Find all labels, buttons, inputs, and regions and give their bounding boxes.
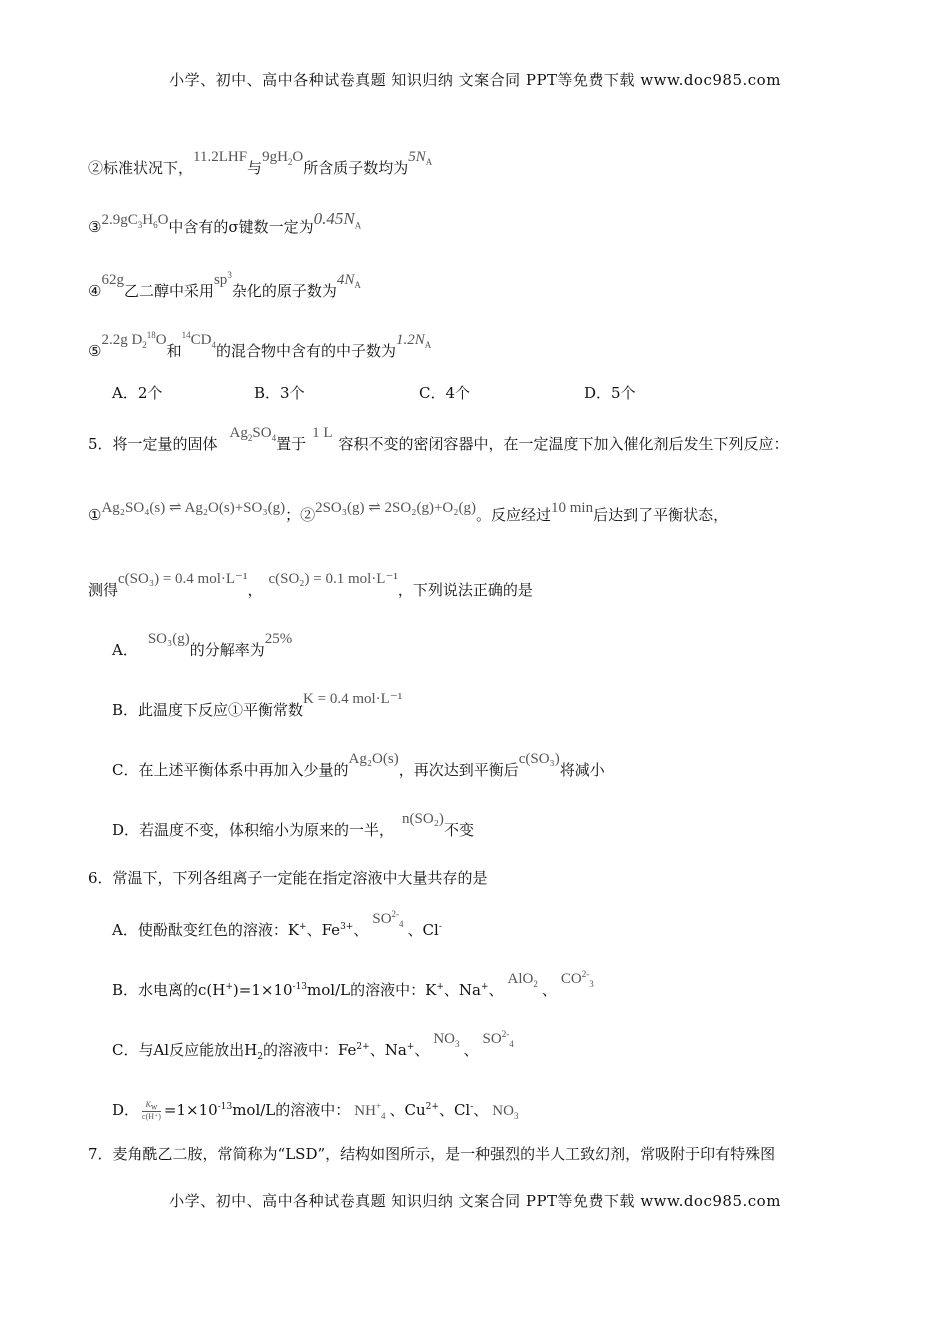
q6-option-b: B．水电离的$c(H^+)=1\times 10^{-13}mol/L$的溶液中：K+、Na+、AlO$_2$ 、$CO^{2-}_3$ <box>112 969 594 999</box>
q4-statement-2: ②标准状况下，11.2LHF与$9gH_2O$所含质子数均为$5N_A$ <box>88 149 433 177</box>
q4-option-d: D．5个 <box>584 384 636 402</box>
q6-option-a: A．使酚酞变红色的溶液：K+、$Fe^{3+}$、$SO^{2-}_4$ 、Cl- <box>112 909 442 939</box>
q5-option-b: B．此温度下反应①平衡常数K = 0.4 mol·L⁻¹ <box>112 691 403 719</box>
q5-stem-line-3: 测得c(SO₃) = 0.4 mol·L⁻¹，c(SO₂) = 0.1 mol·L⁻¹，下列说法正确的是 <box>88 571 533 599</box>
q6-option-c: C．与Al反应能放出$H_2$的溶液中：$Fe^{2+}$、Na+、$NO_3$ 、$SO^{2-}_4$ <box>112 1029 514 1062</box>
q5-option-c: C．在上述平衡体系中再加入少量的Ag₂O(s)，再次达到平衡后c(SO₃)将减小 <box>112 751 605 779</box>
q4-statement-5: ⑤2.2g $D_2^{18}O$和$^{14}CD_4$的混合物中含有的中子数为$1.2N_A$ <box>88 330 432 360</box>
q5-stem-line-1: 5．将一定量的固体$Ag_2SO_4$置于1 L容积不变的密闭容器中，在一定温度下加入催化剂后发生下列反应： <box>88 425 789 453</box>
q4-statement-4: ④62g乙二醇中采用$sp^3$杂化的原子数为$4N_A$ <box>88 270 361 300</box>
q4-option-a: A．2个 <box>112 384 163 402</box>
q5-reactions-line: ①Ag₂SO₄(s) ⇌ Ag₂O(s)+SO₃(g)；②2SO₃(g) ⇌ 2SO₂(g)+O₂(g)。反应经过10 min后达到了平衡状态， <box>88 500 729 524</box>
q7-stem: 7．麦角酰乙二胺，常简称为“LSD”，结构如图所示，是一种强烈的半人工致幻剂，常吸附于印有特殊图 <box>88 1145 776 1163</box>
kw-fraction: $\frac{K_w}{c(H^+)}$ <box>142 1099 161 1122</box>
page-footer: 小学、初中、高中各种试卷真题 知识归纳 文案合同 PPT等免费下载 www.doc985.com <box>169 1192 781 1210</box>
q4-statement-3: $③2.9gC_3H_6O$中含有的σ键数一定为$0.45N_A$ <box>88 209 362 236</box>
q4-option-b: B．3个 <box>254 384 305 402</box>
reaction-1: Ag₂SO₄(s) ⇌ Ag₂O(s)+SO₃(g) <box>101 500 286 516</box>
reaction-2: 2SO₃(g) ⇌ 2SO₂(g)+O₂(g) <box>315 500 476 516</box>
q6-stem: 6．常温下，下列各组离子一定能在指定溶液中大量共存的是 <box>88 869 488 887</box>
page-header: 小学、初中、高中各种试卷真题 知识归纳 文案合同 PPT等免费下载 www.doc985.com <box>169 71 781 89</box>
q5-option-a: A．SO₃(g)的分解率为25% <box>112 631 293 659</box>
q4-option-c: C．4个 <box>419 384 471 402</box>
q5-option-d: D．若温度不变，体积缩小为原来的一半，n(SO₂)不变 <box>112 811 474 839</box>
q6-option-d: D． $\frac{K_w}{c(H^+)}$ $=1\times 10^{-13}mol/L$的溶液中： $NH^+_4$ 、$Cu^{2+}$、Cl-、 $NO_3$ <box>112 1099 519 1122</box>
